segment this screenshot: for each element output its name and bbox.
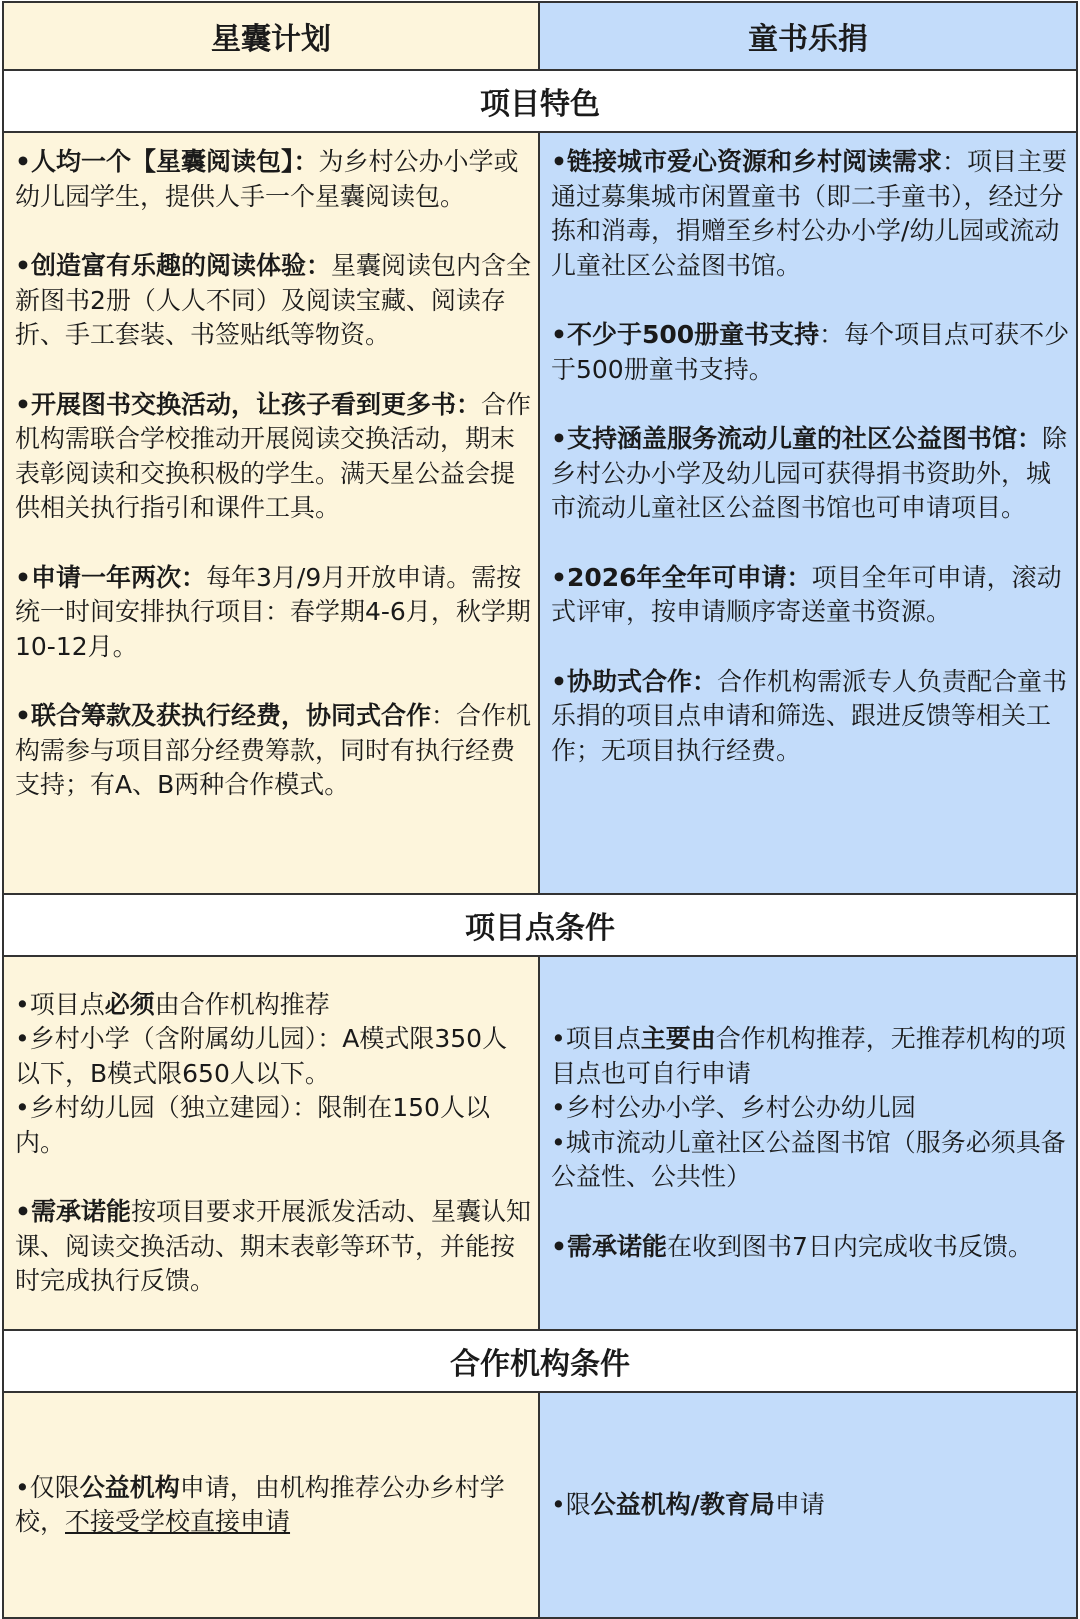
header-xingnang: 星囊计划: [4, 3, 540, 69]
header-tongshu: 童书乐捐: [540, 3, 1076, 69]
feature-item: •链接城市爱心资源和乡村阅读需求：项目主要通过募集城市闲置童书（即二手童书），经过分拣和消毒，捐赠至乡村公办小学/幼儿园或流动儿童社区公益图书馆。: [551, 147, 1067, 280]
feature-item: •创造富有乐趣的阅读体验：星囊阅读包内含全新图书2册（人人不同）及阅读宝藏、阅读存折、手工套装、书签贴纸等物资。: [15, 251, 531, 349]
section-partner-title: 合作机构条件: [4, 1331, 1076, 1393]
partner-row: [4, 1393, 1076, 1617]
partner-requirement: •限公益机构/教育局申请: [551, 1489, 825, 1519]
feature-item: •申请一年两次：每年3月/9月开放申请。需按统一时间安排执行项目：春学期4-6月，秋学期10-12月。: [15, 562, 531, 661]
features-right: [540, 133, 1076, 893]
header-row: [4, 3, 1076, 71]
feature-item: •开展图书交换活动，让孩子看到更多书：合作机构需联合学校推动开展阅读交换活动，期末表彰阅读和交换积极的学生。满天星公益会提供相关执行指引和课件工具。: [15, 389, 531, 522]
partner-right: [540, 1393, 1076, 1617]
site-left: [4, 957, 540, 1329]
site-commitment: •需承诺能按项目要求开展派发活动、星囊认知课、阅读交换活动、期末表彰等环节，并能按时完成执行反馈。: [15, 1197, 531, 1295]
partner-left: [4, 1393, 540, 1617]
site-row: [4, 957, 1076, 1331]
comparison-table: [2, 1, 1078, 1619]
site-requirements: •项目点主要由合作机构推荐，无推荐机构的项目点也可自行申请 •乡村公办小学、乡村公办幼儿园 •城市流动儿童社区公益图书馆（服务必须具备公益性、公共性）: [551, 1024, 1066, 1191]
features-row: [4, 133, 1076, 895]
partner-requirement: •仅限公益机构申请，由机构推荐公办乡村学校，不接受学校直接申请: [15, 1472, 505, 1536]
site-commitment: •需承诺能在收到图书7日内完成收书反馈。: [551, 1231, 1033, 1261]
feature-item: •不少于500册童书支持：每个项目点可获不少于500册童书支持。: [551, 320, 1070, 384]
feature-item: •人均一个【星囊阅读包】：为乡村公办小学或幼儿园学生，提供人手一个星囊阅读包。: [15, 147, 519, 211]
feature-item: •协助式合作：合作机构需派专人负责配合童书乐捐的项目点申请和筛选、跟进反馈等相关工作；无项目执行经费。: [551, 666, 1067, 765]
section-features-title: 项目特色: [4, 71, 1076, 133]
section-site-title: 项目点条件: [4, 895, 1076, 957]
feature-item: •2026年全年可申请：项目全年可申请，滚动式评审，按申请顺序寄送童书资源。: [551, 562, 1062, 626]
site-requirements: •项目点必须由合作机构推荐 •乡村小学（含附属幼儿园）：A模式限350人以下，B模式限650人以下。 •乡村幼儿园（独立建园）：限制在150人以内。: [15, 989, 508, 1157]
feature-item: •支持涵盖服务流动儿童的社区公益图书馆：除乡村公办小学及幼儿园可获得捐书资助外，城市流动儿童社区公益图书馆也可申请项目。: [551, 424, 1067, 522]
features-left: [4, 133, 540, 893]
site-right: [540, 957, 1076, 1329]
feature-item: •联合筹款及获执行经费，协同式合作：合作机构需参与项目部分经费筹款，同时有执行经费支持；有A、B两种合作模式。: [15, 701, 531, 799]
